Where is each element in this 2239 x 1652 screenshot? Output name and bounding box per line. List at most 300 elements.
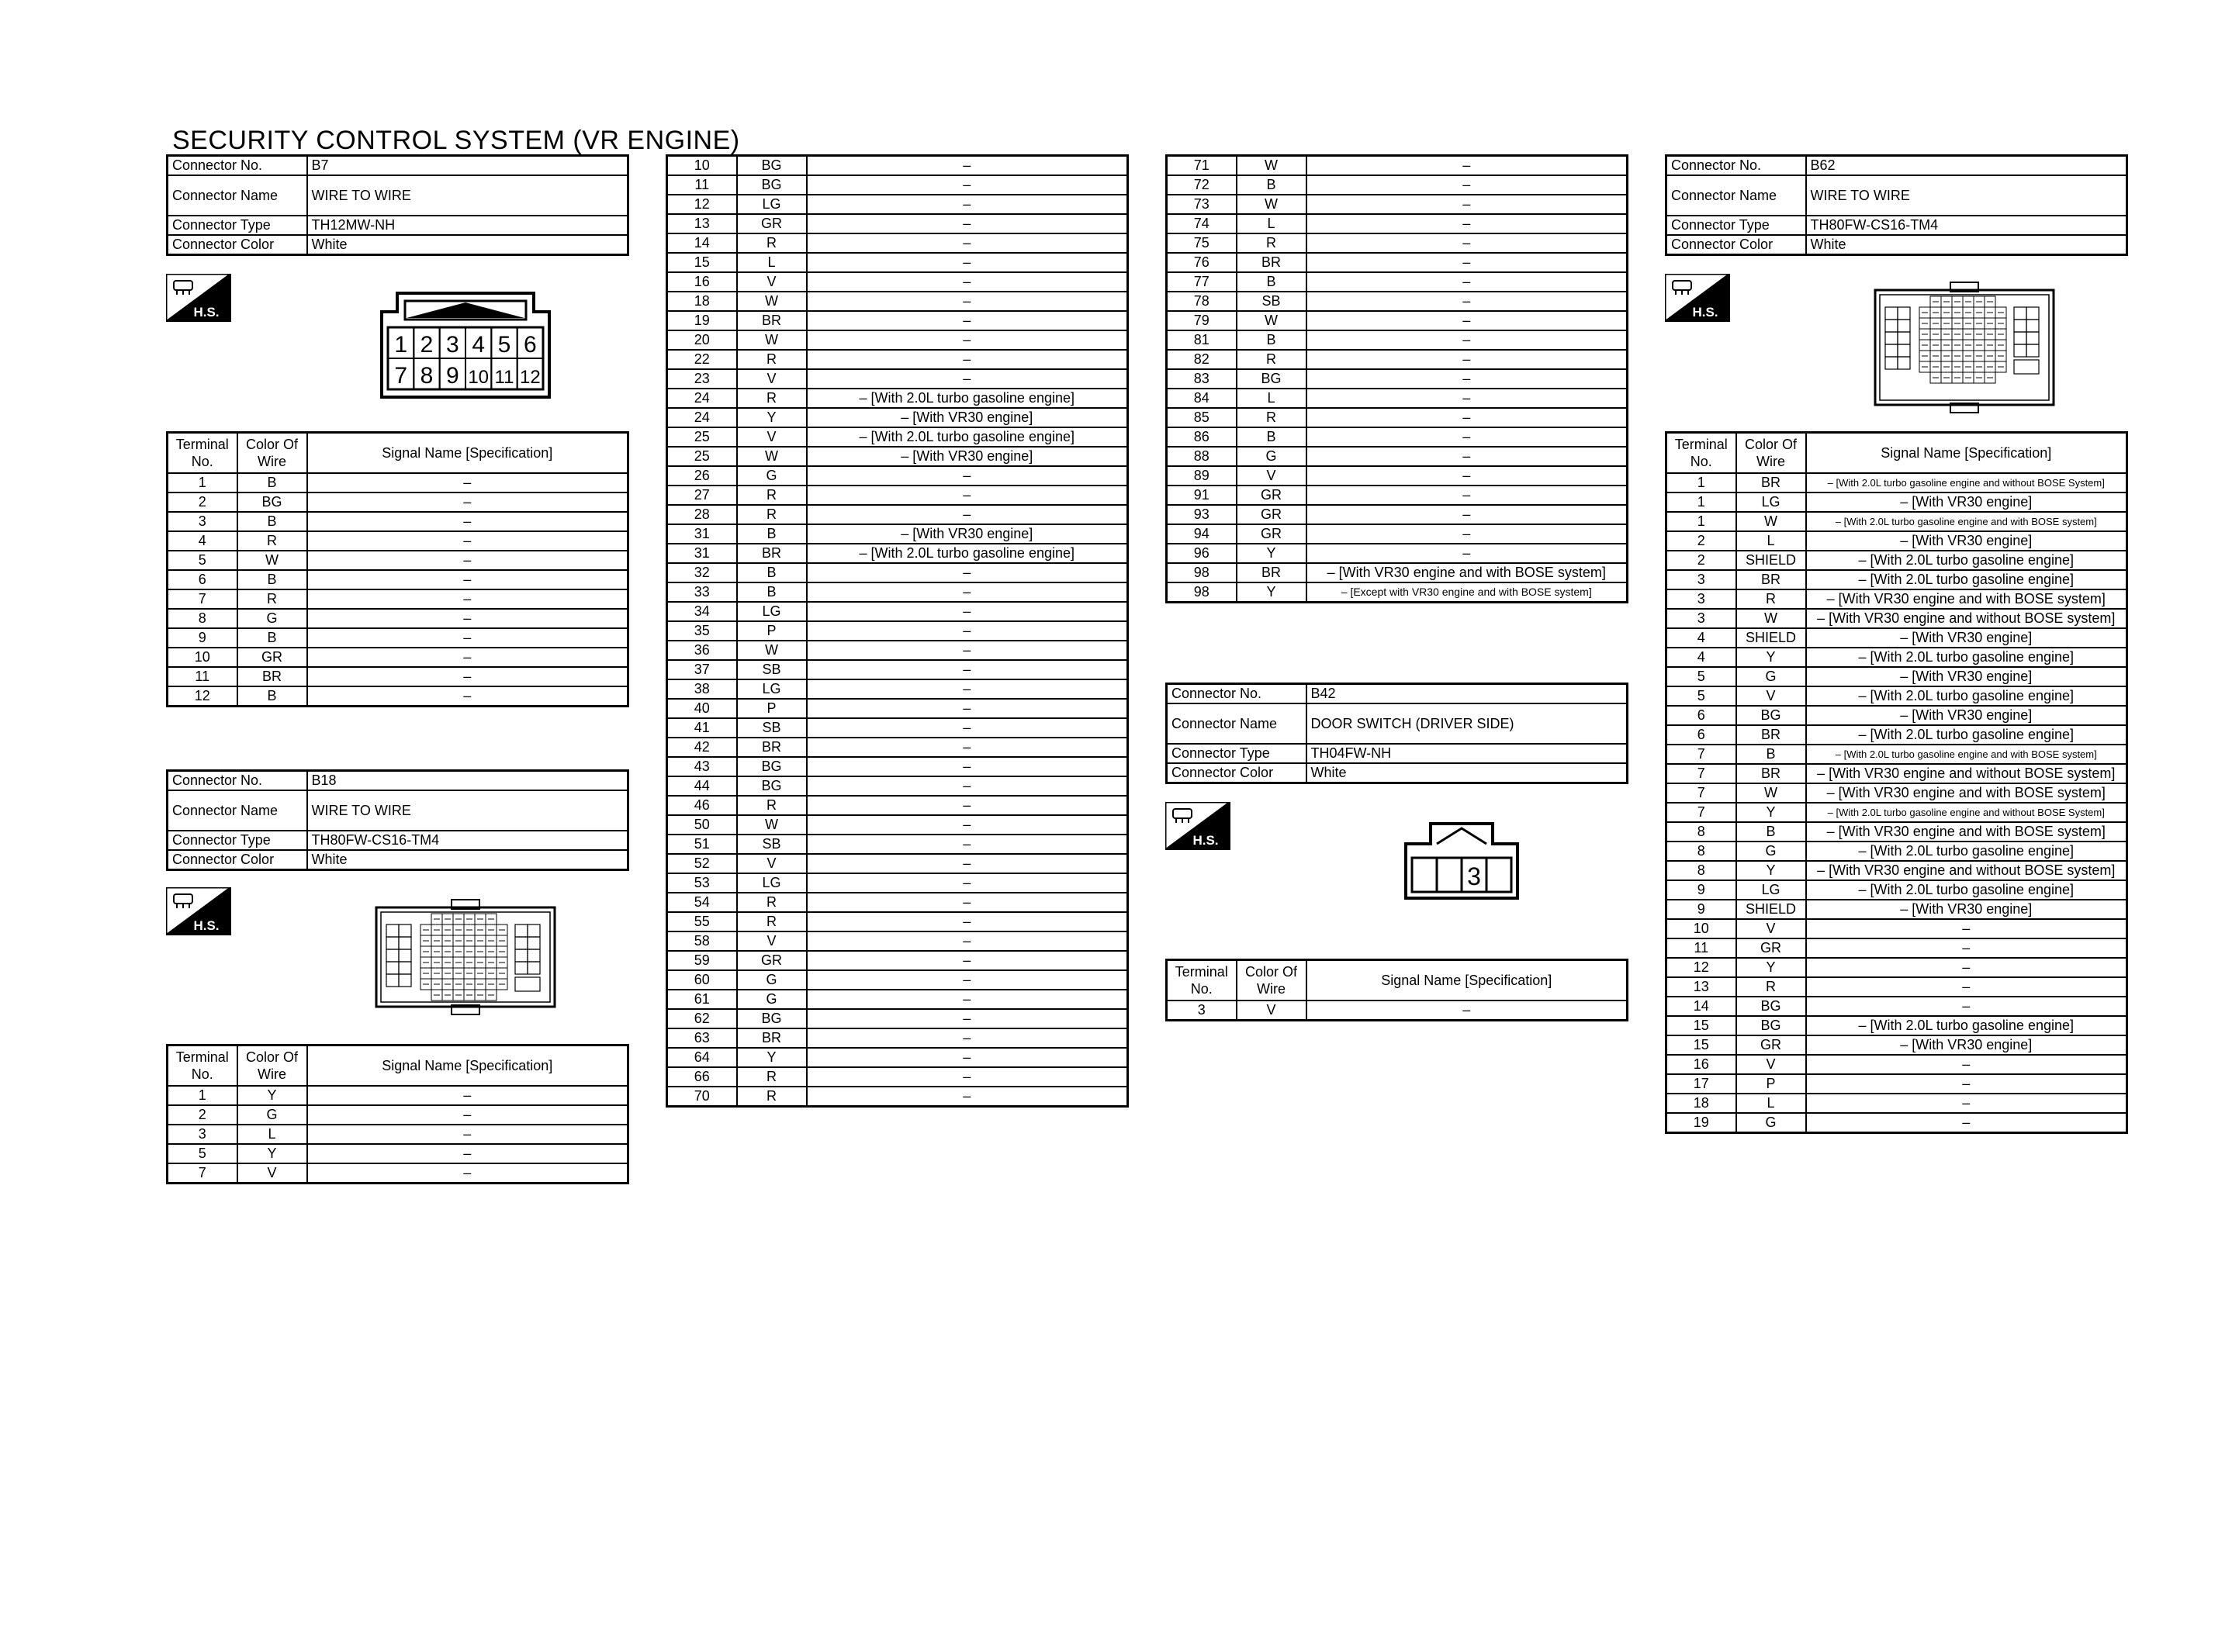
table-row bbox=[667, 505, 1128, 524]
terminal-cell: 98 bbox=[1167, 582, 1237, 603]
table-row bbox=[1666, 628, 2127, 648]
table-row bbox=[1167, 253, 1628, 272]
connector-no-label: Connector No. bbox=[168, 156, 307, 176]
terminal-cell: 2 bbox=[168, 1105, 237, 1125]
terminal-cell: 7 bbox=[168, 589, 237, 609]
wire-color-cell: W bbox=[737, 641, 807, 660]
connector-b42-diagram bbox=[1403, 821, 1521, 901]
table-row bbox=[667, 272, 1128, 292]
terminal-cell: 28 bbox=[667, 505, 737, 524]
hs-harness-side-icon bbox=[166, 887, 231, 935]
wire-color-cell: R bbox=[1736, 589, 1806, 609]
wire-color-cell: SB bbox=[1237, 292, 1306, 311]
wire-color-cell: V bbox=[1237, 466, 1306, 486]
signal-cell: – [With 2.0L turbo gasoline engine and without BOSE System] bbox=[1806, 473, 2127, 492]
connector-name-value: DOOR SWITCH (DRIVER SIDE) bbox=[1306, 703, 1628, 744]
wire-color-cell: V bbox=[737, 854, 807, 873]
table-row bbox=[168, 492, 628, 512]
wire-color-cell: BG bbox=[737, 776, 807, 796]
wire-color-cell: B bbox=[1736, 822, 1806, 842]
hs-harness-side-icon bbox=[166, 274, 231, 322]
table-row bbox=[667, 214, 1128, 233]
connector-type-value: TH04FW-NH bbox=[1306, 744, 1628, 763]
terminal-cell: 15 bbox=[1666, 1035, 1736, 1055]
terminal-cell: 14 bbox=[667, 233, 737, 253]
terminal-cell: 12 bbox=[667, 195, 737, 214]
table-row bbox=[1666, 648, 2127, 667]
color-header: Color Of Wire bbox=[1237, 960, 1306, 1001]
table-row bbox=[667, 776, 1128, 796]
wire-color-cell: W bbox=[1237, 311, 1306, 330]
signal-cell: – [With VR30 engine and with BOSE system] bbox=[1306, 563, 1628, 582]
table-row bbox=[667, 1087, 1128, 1107]
wire-color-cell: SB bbox=[737, 718, 807, 738]
terminal-cell: 8 bbox=[1666, 822, 1736, 842]
terminal-cell: 14 bbox=[1666, 997, 1736, 1016]
terminal-cell: 78 bbox=[1167, 292, 1237, 311]
wire-color-cell: V bbox=[1736, 919, 1806, 938]
terminal-cell: 1 bbox=[1666, 492, 1736, 512]
terminal-cell: 12 bbox=[1666, 958, 1736, 977]
signal-cell: – bbox=[1806, 1074, 2127, 1094]
table-row bbox=[667, 563, 1128, 582]
signal-cell: – bbox=[807, 563, 1128, 582]
table-row bbox=[1167, 330, 1628, 350]
wire-color-cell: L bbox=[237, 1125, 307, 1144]
signal-cell: – bbox=[807, 175, 1128, 195]
signal-cell: – bbox=[807, 641, 1128, 660]
signal-cell: – [With VR30 engine] bbox=[1806, 667, 2127, 686]
terminal-cell: 2 bbox=[168, 492, 237, 512]
signal-cell: – [With 2.0L turbo gasoline engine] bbox=[807, 427, 1128, 447]
terminal-cell: 3 bbox=[168, 512, 237, 531]
table-row bbox=[1167, 369, 1628, 389]
wire-color-cell: W bbox=[1237, 195, 1306, 214]
table-row bbox=[667, 582, 1128, 602]
terminal-cell: 15 bbox=[667, 253, 737, 272]
wire-color-cell: G bbox=[237, 1105, 307, 1125]
table-row bbox=[168, 686, 628, 707]
terminal-cell: 36 bbox=[667, 641, 737, 660]
wire-color-cell: BG bbox=[1736, 1016, 1806, 1035]
table-row bbox=[667, 369, 1128, 389]
connector-type-value: TH80FW-CS16-TM4 bbox=[1806, 216, 2127, 235]
table-row bbox=[1167, 447, 1628, 466]
connector-no-value: B42 bbox=[1306, 684, 1628, 704]
svg-text:H.S.: H.S. bbox=[193, 918, 220, 933]
wire-color-cell: BG bbox=[237, 492, 307, 512]
terminal-cell: 98 bbox=[1167, 563, 1237, 582]
table-row bbox=[667, 1048, 1128, 1067]
connector-name-label: Connector Name bbox=[1167, 703, 1306, 744]
signal-cell: – bbox=[807, 466, 1128, 486]
signal-cell: – bbox=[807, 195, 1128, 214]
connector-b42-info bbox=[1165, 683, 1628, 784]
signal-header: Signal Name [Specification] bbox=[307, 433, 628, 474]
table-row bbox=[667, 292, 1128, 311]
table-row bbox=[667, 699, 1128, 718]
signal-cell: – [With VR30 engine] bbox=[807, 447, 1128, 466]
terminal-cell: 71 bbox=[1167, 156, 1237, 176]
signal-cell: – bbox=[1306, 369, 1628, 389]
table-row bbox=[1167, 524, 1628, 544]
table-row bbox=[1666, 764, 2127, 783]
connector-b18-continued-table-wrap bbox=[666, 154, 1126, 1108]
svg-text:H.S.: H.S. bbox=[1192, 833, 1219, 848]
terminal-cell: 40 bbox=[667, 699, 737, 718]
table-row bbox=[667, 815, 1128, 835]
terminal-cell: 59 bbox=[667, 951, 737, 970]
table-row bbox=[1666, 1035, 2127, 1055]
table-row bbox=[1167, 292, 1628, 311]
table-row bbox=[667, 486, 1128, 505]
table-row bbox=[1666, 958, 2127, 977]
table-row bbox=[1167, 408, 1628, 427]
signal-cell: – bbox=[807, 505, 1128, 524]
wire-color-cell: Y bbox=[1736, 958, 1806, 977]
signal-cell: – [With 2.0L turbo gasoline engine] bbox=[1806, 551, 2127, 570]
wire-color-cell: BR bbox=[737, 1028, 807, 1048]
wire-color-cell: W bbox=[1237, 156, 1306, 176]
wire-color-cell: V bbox=[737, 272, 807, 292]
pin-label: 12 bbox=[519, 367, 541, 388]
signal-cell: – [With VR30 engine and with BOSE system] bbox=[1806, 589, 2127, 609]
terminal-cell: 60 bbox=[667, 970, 737, 990]
connector-color-label: Connector Color bbox=[168, 235, 307, 255]
signal-cell: – [With 2.0L turbo gasoline engine] bbox=[1806, 842, 2127, 861]
table-row bbox=[667, 253, 1128, 272]
terminal-cell: 33 bbox=[667, 582, 737, 602]
terminal-cell: 88 bbox=[1167, 447, 1237, 466]
connector-type-label: Connector Type bbox=[1167, 744, 1306, 763]
terminal-cell: 64 bbox=[667, 1048, 737, 1067]
wire-color-cell: GR bbox=[1736, 938, 1806, 958]
terminal-cell: 72 bbox=[1167, 175, 1237, 195]
wire-color-cell: R bbox=[1237, 233, 1306, 253]
table-row bbox=[667, 738, 1128, 757]
terminal-header: Terminal No. bbox=[1167, 960, 1237, 1001]
signal-cell: – bbox=[1806, 977, 2127, 997]
signal-cell: – bbox=[307, 1163, 628, 1184]
table-row bbox=[667, 660, 1128, 679]
terminal-cell: 11 bbox=[168, 667, 237, 686]
connector-b42-section bbox=[1165, 683, 1626, 784]
connector-b7-diagram bbox=[380, 290, 551, 399]
connector-color-value: White bbox=[1306, 763, 1628, 783]
terminal-cell: 13 bbox=[1666, 977, 1736, 997]
table-row bbox=[1666, 706, 2127, 725]
terminal-cell: 8 bbox=[1666, 842, 1736, 861]
wire-color-cell: V bbox=[1736, 1055, 1806, 1074]
wire-color-cell: LG bbox=[737, 679, 807, 699]
terminal-cell: 7 bbox=[1666, 783, 1736, 803]
signal-cell: – bbox=[807, 1087, 1128, 1107]
wire-color-cell: W bbox=[237, 551, 307, 570]
table-row bbox=[1167, 233, 1628, 253]
wire-color-cell: R bbox=[737, 796, 807, 815]
terminal-cell: 9 bbox=[1666, 900, 1736, 919]
signal-cell: – bbox=[807, 214, 1128, 233]
signal-cell: – bbox=[807, 233, 1128, 253]
signal-cell: – [With 2.0L turbo gasoline engine and with BOSE system] bbox=[1806, 512, 2127, 531]
signal-cell: – bbox=[307, 609, 628, 628]
table-row bbox=[667, 427, 1128, 447]
wire-color-cell: Y bbox=[737, 1048, 807, 1067]
terminal-cell: 1 bbox=[168, 473, 237, 492]
signal-cell: – [With VR30 engine] bbox=[1806, 492, 2127, 512]
wire-color-cell: Y bbox=[737, 408, 807, 427]
terminal-cell: 4 bbox=[1666, 628, 1736, 648]
terminal-cell: 4 bbox=[168, 531, 237, 551]
signal-cell: – bbox=[307, 512, 628, 531]
table-row bbox=[1666, 492, 2127, 512]
signal-cell: – [With VR30 engine and with BOSE system] bbox=[1806, 822, 2127, 842]
wire-color-cell: V bbox=[237, 1163, 307, 1184]
signal-cell: – [With 2.0L turbo gasoline engine] bbox=[807, 389, 1128, 408]
table-row bbox=[168, 1125, 628, 1144]
terminal-cell: 15 bbox=[1666, 1016, 1736, 1035]
wire-color-cell: W bbox=[737, 330, 807, 350]
connector-b7-terminal-table bbox=[166, 431, 629, 707]
table-row bbox=[168, 512, 628, 531]
wire-color-cell: W bbox=[1736, 783, 1806, 803]
terminal-cell: 24 bbox=[667, 389, 737, 408]
wire-color-cell: V bbox=[737, 369, 807, 389]
table-row bbox=[1167, 272, 1628, 292]
terminal-cell: 79 bbox=[1167, 311, 1237, 330]
signal-cell: – bbox=[807, 292, 1128, 311]
color-header: Color Of Wire bbox=[237, 1045, 307, 1087]
wire-color-cell: BG bbox=[737, 156, 807, 176]
signal-cell: – bbox=[807, 1028, 1128, 1048]
connector-name-value: WIRE TO WIRE bbox=[307, 790, 628, 831]
wire-color-cell: R bbox=[237, 531, 307, 551]
wire-color-cell: R bbox=[737, 1067, 807, 1087]
terminal-cell: 2 bbox=[1666, 531, 1736, 551]
signal-cell: – bbox=[1806, 1113, 2127, 1133]
wire-color-cell: R bbox=[737, 233, 807, 253]
connector-b62-info bbox=[1665, 154, 2128, 256]
pin-label: 3 bbox=[1467, 862, 1481, 890]
wire-color-cell: BR bbox=[1736, 570, 1806, 589]
connector-b42-terminal-table-wrap bbox=[1165, 959, 1626, 1021]
connector-color-label: Connector Color bbox=[1666, 235, 1806, 255]
connector-name-value: WIRE TO WIRE bbox=[1806, 175, 2127, 216]
table-row bbox=[1666, 880, 2127, 900]
terminal-cell: 7 bbox=[168, 1163, 237, 1184]
terminal-cell: 10 bbox=[667, 156, 737, 176]
terminal-cell: 17 bbox=[1666, 1074, 1736, 1094]
signal-header: Signal Name [Specification] bbox=[1306, 960, 1628, 1001]
terminal-cell: 7 bbox=[1666, 803, 1736, 822]
signal-cell: – bbox=[307, 589, 628, 609]
wire-color-cell: BG bbox=[737, 175, 807, 195]
wire-color-cell: BR bbox=[737, 738, 807, 757]
terminal-cell: 9 bbox=[168, 628, 237, 648]
connector-b18-terminal-table-wrap bbox=[166, 1044, 627, 1184]
wire-color-cell: SHIELD bbox=[1736, 628, 1806, 648]
signal-cell: – bbox=[307, 667, 628, 686]
table-row bbox=[168, 1105, 628, 1125]
signal-cell: – [With 2.0L turbo gasoline engine] bbox=[1806, 1016, 2127, 1035]
terminal-cell: 19 bbox=[1666, 1113, 1736, 1133]
terminal-cell: 54 bbox=[667, 893, 737, 912]
connector-type-label: Connector Type bbox=[1666, 216, 1806, 235]
signal-cell: – [With VR30 engine] bbox=[1806, 1035, 2127, 1055]
wire-color-cell: LG bbox=[737, 195, 807, 214]
connector-color-value: White bbox=[307, 235, 628, 255]
connector-type-value: TH12MW-NH bbox=[307, 216, 628, 235]
connector-color-value: White bbox=[1806, 235, 2127, 255]
wire-color-cell: BG bbox=[1736, 997, 1806, 1016]
wire-color-cell: G bbox=[1736, 1113, 1806, 1133]
connector-no-label: Connector No. bbox=[168, 771, 307, 791]
table-row bbox=[1666, 1094, 2127, 1113]
signal-cell: – bbox=[807, 854, 1128, 873]
wire-color-cell: R bbox=[737, 350, 807, 369]
connector-no-label: Connector No. bbox=[1666, 156, 1806, 176]
table-row bbox=[1167, 175, 1628, 195]
terminal-cell: 8 bbox=[168, 609, 237, 628]
pin-label: 7 bbox=[394, 363, 408, 389]
terminal-cell: 75 bbox=[1167, 233, 1237, 253]
signal-cell: – bbox=[1306, 292, 1628, 311]
pin-label: 5 bbox=[497, 332, 511, 358]
table-row bbox=[1167, 195, 1628, 214]
pin-label: 8 bbox=[420, 363, 434, 389]
signal-cell: – bbox=[1306, 175, 1628, 195]
wire-color-cell: BG bbox=[1736, 706, 1806, 725]
table-row bbox=[1666, 997, 2127, 1016]
connector-b18-section bbox=[166, 769, 627, 871]
wire-color-cell: R bbox=[737, 389, 807, 408]
wire-color-cell: SHIELD bbox=[1736, 900, 1806, 919]
wire-color-cell: BR bbox=[1736, 764, 1806, 783]
terminal-cell: 18 bbox=[1666, 1094, 1736, 1113]
table-row bbox=[1167, 214, 1628, 233]
signal-cell: – [Except with VR30 engine and with BOSE system] bbox=[1306, 582, 1628, 603]
signal-cell: – bbox=[807, 330, 1128, 350]
wire-color-cell: Y bbox=[1736, 861, 1806, 880]
terminal-cell: 93 bbox=[1167, 505, 1237, 524]
table-row bbox=[1167, 544, 1628, 563]
table-row bbox=[667, 854, 1128, 873]
signal-cell: – bbox=[807, 718, 1128, 738]
signal-cell: – bbox=[807, 835, 1128, 854]
table-row bbox=[1167, 486, 1628, 505]
wire-color-cell: Y bbox=[1237, 544, 1306, 563]
terminal-cell: 18 bbox=[667, 292, 737, 311]
table-row bbox=[1167, 1001, 1628, 1021]
wire-color-cell: LG bbox=[737, 602, 807, 621]
terminal-cell: 52 bbox=[667, 854, 737, 873]
connector-no-value: B62 bbox=[1806, 156, 2127, 176]
signal-cell: – [With 2.0L turbo gasoline engine] bbox=[1806, 570, 2127, 589]
table-row bbox=[667, 1028, 1128, 1048]
connector-color-label: Connector Color bbox=[168, 850, 307, 870]
terminal-cell: 63 bbox=[667, 1028, 737, 1048]
svg-text:H.S.: H.S. bbox=[1692, 305, 1718, 320]
table-row bbox=[1666, 551, 2127, 570]
wire-color-cell: W bbox=[737, 292, 807, 311]
connector-b62-terminal-table bbox=[1665, 431, 2128, 1134]
table-row bbox=[1666, 531, 2127, 551]
signal-cell: – bbox=[1806, 938, 2127, 958]
wire-color-cell: R bbox=[237, 589, 307, 609]
table-row bbox=[1666, 803, 2127, 822]
terminal-header: Terminal No. bbox=[168, 433, 237, 474]
signal-cell: – bbox=[807, 776, 1128, 796]
signal-cell: – bbox=[1306, 1001, 1628, 1021]
table-row bbox=[667, 330, 1128, 350]
connector-type-value: TH80FW-CS16-TM4 bbox=[307, 831, 628, 850]
table-row bbox=[168, 570, 628, 589]
table-row bbox=[168, 1163, 628, 1184]
table-row bbox=[667, 796, 1128, 815]
table-row bbox=[1666, 745, 2127, 764]
svg-text:H.S.: H.S. bbox=[193, 305, 220, 320]
terminal-cell: 10 bbox=[168, 648, 237, 667]
table-row bbox=[667, 602, 1128, 621]
signal-cell: – [With VR30 engine and without BOSE system] bbox=[1806, 609, 2127, 628]
terminal-cell: 20 bbox=[667, 330, 737, 350]
connector-b42-terminal-table bbox=[1165, 959, 1628, 1021]
wire-color-cell: G bbox=[737, 970, 807, 990]
table-row bbox=[168, 1086, 628, 1105]
table-row bbox=[168, 531, 628, 551]
table-row bbox=[667, 408, 1128, 427]
signal-cell: – [With 2.0L turbo gasoline engine] bbox=[1806, 686, 2127, 706]
terminal-cell: 42 bbox=[667, 738, 737, 757]
signal-cell: – [With VR30 engine] bbox=[807, 408, 1128, 427]
table-row bbox=[1167, 563, 1628, 582]
terminal-cell: 2 bbox=[1666, 551, 1736, 570]
connector-no-value: B7 bbox=[307, 156, 628, 176]
signal-cell: – [With 2.0L turbo gasoline engine] bbox=[1806, 725, 2127, 745]
wire-color-cell: R bbox=[737, 505, 807, 524]
wire-color-cell: BG bbox=[737, 1009, 807, 1028]
wire-color-cell: GR bbox=[1736, 1035, 1806, 1055]
wire-color-cell: L bbox=[1736, 1094, 1806, 1113]
wire-color-cell: G bbox=[1237, 447, 1306, 466]
signal-header: Signal Name [Specification] bbox=[1806, 433, 2127, 474]
wire-color-cell: BR bbox=[237, 667, 307, 686]
table-row bbox=[667, 350, 1128, 369]
signal-cell: – bbox=[807, 602, 1128, 621]
signal-cell: – bbox=[807, 582, 1128, 602]
signal-cell: – bbox=[807, 660, 1128, 679]
table-row bbox=[1666, 1016, 2127, 1035]
terminal-cell: 1 bbox=[1666, 473, 1736, 492]
connector-type-label: Connector Type bbox=[168, 216, 307, 235]
terminal-cell: 4 bbox=[1666, 648, 1736, 667]
signal-cell: – bbox=[307, 551, 628, 570]
wire-color-cell: W bbox=[1736, 609, 1806, 628]
signal-cell: – bbox=[1306, 447, 1628, 466]
signal-cell: – bbox=[307, 1105, 628, 1125]
connector-color-value: White bbox=[307, 850, 628, 870]
wire-color-cell: Y bbox=[1237, 582, 1306, 603]
connector-b18-diagram bbox=[374, 897, 557, 1018]
connector-b7-terminal-table-wrap bbox=[166, 431, 627, 707]
wire-color-cell: B bbox=[737, 524, 807, 544]
terminal-cell: 11 bbox=[1666, 938, 1736, 958]
wire-color-cell: B bbox=[237, 686, 307, 707]
connector-b62-section bbox=[1665, 154, 2126, 256]
signal-cell: – [With VR30 engine] bbox=[1806, 628, 2127, 648]
wire-color-cell: R bbox=[1736, 977, 1806, 997]
signal-cell: – bbox=[1306, 427, 1628, 447]
